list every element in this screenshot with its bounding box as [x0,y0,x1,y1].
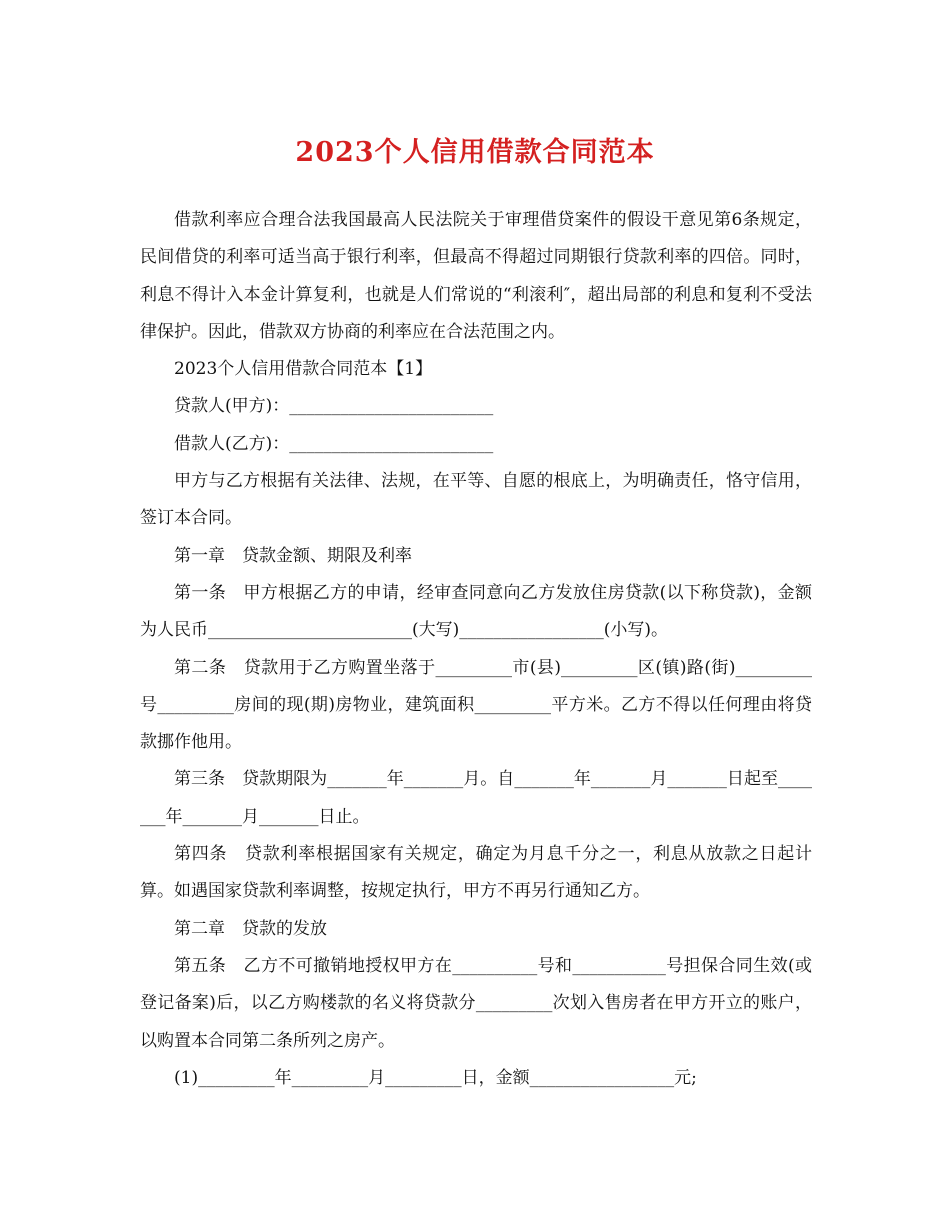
chapter-one-heading: 第一章 贷款金额、期限及利率 [174,545,412,566]
contract-heading: 2023个人信用借款合同范本【1】 [174,359,433,380]
document-body [140,202,812,1097]
article-five: 第五条 乙方不可撤销地授权甲方在__________号和___________号担保合同生效(或登记备案)后，以乙方购楼款的名义将贷款分_________次划入售房者在甲方开立的账户，以购置本合同第二条所列之房产。 [140,955,812,1051]
article-one: 第一条 甲方根据乙方的申请，经审查同意向乙方发放住房贷款(以下称贷款)，金额为人民币________________________(大写)_________________(小写)。 [140,582,812,641]
chapter-two-heading: 第二章 贷款的发放 [174,918,327,939]
borrower-line: 借款人(乙方)：________________________ [174,433,494,454]
article-four: 第四条 贷款利率根据国家有关规定，确定为月息千分之一，利息从放款之日起计算。如遇国家贷款利率调整，按规定执行，甲方不再另行通知乙方。 [140,844,812,902]
article-two: 第二条 贷款用于乙方购置坐落于_________市(县)_________区(镇)路(街)_________号_________房间的现(期)房物业，建筑面积_________平方米。乙方不得以任何理由将贷款挪作他用。 [140,657,812,753]
lender-line: 贷款人(甲方)：________________________ [174,396,494,417]
intro-paragraph: 借款利率应合理合法我国最高人民法院关于审理借贷案件的假设干意见第6条规定，民间借贷的利率可适当高于银行利率，但最高不得超过同期银行贷款利率的四倍。同时，利息不得计入本金计算复利，也就是人们常说的“利滚利″，超出局部的利息和复利不受法律保护。因此，借款双方协商的利率应在合法范围之内。 [140,210,812,342]
installment-line-1: (1)_________年_________月_________日，金额_________________元; [174,1067,697,1088]
document-title: 2023个人信用借款合同范本 [295,137,655,168]
article-three: 第三条 贷款期限为_______年_______月。自_______年_______月_______日起至_______年_______月_______日止。 [140,769,812,827]
preamble-paragraph: 甲方与乙方根据有关法律、法规，在平等、自愿的根底上，为明确责任，恪守信用，签订本合同。 [140,471,812,529]
